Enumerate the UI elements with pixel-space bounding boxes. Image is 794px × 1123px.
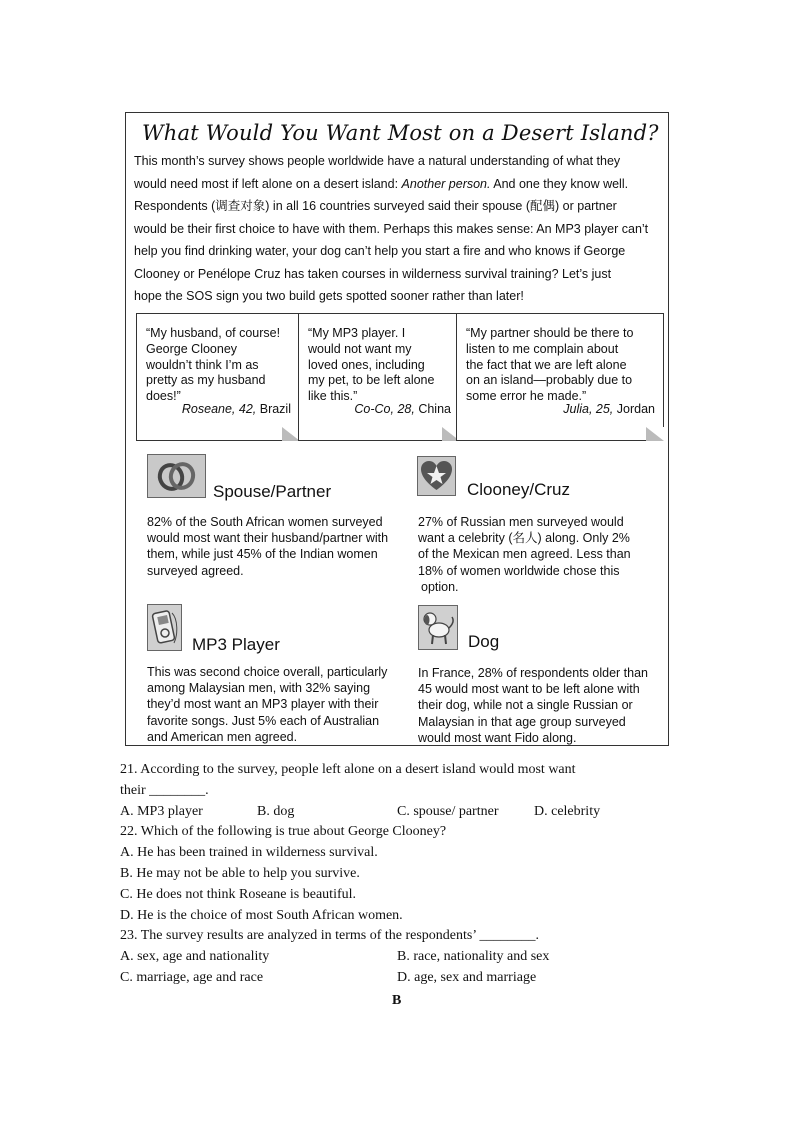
quote-line: would not want my [308,341,412,356]
question-21-stem-continued: their ________. [120,782,209,798]
article-title: What Would You Want Most on a Desert Island? [142,121,659,145]
option-d[interactable]: D. celebrity [534,803,601,819]
description-line: Malaysian in that age group surveyed [418,714,626,729]
description-line: their dog, while not a single Russian or [418,698,633,713]
quote-line: “My partner should be there to [466,326,634,340]
option-b[interactable]: B. He may not be able to help you survive. [120,865,360,881]
category-dog [418,605,668,745]
description-line: 27% of Russian men surveyed would [418,515,624,529]
option-c[interactable]: C. spouse/ partner [397,803,499,819]
description-line: 82% of the South African women surveyed [147,515,383,529]
description-line: of the Mexican men agreed. Less than [418,547,631,562]
quote-attribution [354,402,451,418]
description-line: This was second choice overall, particularly [147,665,388,679]
quote-line: “My MP3 player. I [308,326,406,340]
description-line: favorite songs. Just 5% each of Australian [147,713,380,728]
quote-line: my pet, to be left alone [308,373,435,388]
description-line: them, while just 45% of the Indian women [147,547,378,562]
description-line: would most want their husband/partner with [147,531,389,546]
option-c[interactable]: C. He does not think Roseane is beautiful. [120,886,357,902]
quote-line: like this.” [308,389,358,404]
intro-line: This month’s survey shows people worldwide have a natural understanding of what they [134,154,621,168]
option-d[interactable]: D. He is the choice of most South African women. [120,907,403,923]
quote-line: “My husband, of course! [146,326,281,340]
option-b[interactable]: B. race, nationality and sex [397,949,550,965]
description-line: and American men agreed. [147,729,298,744]
respondent-name: Roseane, 42, [181,402,257,417]
respondent-country: China [418,402,451,417]
category-spouse-partner [147,454,407,584]
intro-line: Clooney or Penélope Cruz has taken courses in wilderness survival training? Let’s just [134,266,612,281]
respondent-country: Jordan [616,402,655,417]
question-21-options [120,802,680,823]
quote-line: does!” [146,389,181,404]
quote-line: some error he made.” [466,389,587,404]
description-line: among Malaysian men, with 32% saying [147,681,371,696]
quote-line: wouldn’t think I’m as [146,357,259,372]
description-line: 45 would most want to be left alone with [418,682,640,697]
question-21-stem: 21. According to the survey, people left alone on a desert island would most want [120,762,576,777]
option-c[interactable]: C. marriage, age and race [120,969,264,985]
question-23-stem: 23. The survey results are analyzed in terms of the respondents’ ________. [120,928,539,944]
mp3-player-icon [147,604,182,651]
category-heading: Clooney/Cruz [467,480,570,499]
quote-line: pretty as my husband [146,373,266,388]
option-b[interactable]: B. dog [257,803,295,819]
category-description [147,664,409,745]
category-clooney-cruz [417,456,667,596]
intro-line [134,173,668,196]
option-d[interactable]: D. age, sex and marriage [397,969,537,985]
intro-text: And one they know well. [490,176,629,191]
quote-card-coco [298,313,460,441]
category-description [418,665,668,746]
respondent-name: Julia, 25, [563,402,614,417]
questions-section [120,760,680,989]
intro-text: would need most if left alone on a desert island: [134,176,402,191]
question-23-options-row1 [120,947,680,968]
question-23-options-row2 [120,968,680,989]
category-heading: Dog [468,632,500,651]
description-line: want a celebrity (名人) along. Only 2% [418,531,630,546]
intro-paragraph [134,150,668,308]
intro-emphasis: Another person. [401,176,491,191]
quote-card-roseane [136,313,300,441]
description-line: 18% of women worldwide chose this [418,563,620,578]
quote-card-julia [456,313,664,441]
description-line: surveyed agreed. [147,563,244,578]
rings-icon [147,454,206,498]
respondent-country: Brazil [259,402,291,417]
heart-star-icon [417,456,456,496]
survey-article [125,112,669,746]
intro-line: would be their first choice to have with them. Perhaps this makes sense: An MP3 player can’t [134,221,649,236]
description-line: they’d most want an MP3 player with their [147,697,379,712]
page-curl-shadow [646,427,664,441]
option-a[interactable]: A. MP3 player [120,803,203,819]
option-a[interactable]: A. sex, age and nationality [120,949,270,965]
respondent-name: Co-Co, 28, [354,402,415,417]
intro-line: Respondents (调查对象) in all 16 countries surveyed said their spouse (配偶) or partner [134,199,617,213]
quote-line: loved ones, including [308,357,425,372]
section-label: B [392,993,402,1008]
dog-icon [418,605,458,650]
quote-line: George Clooney [146,341,238,356]
quote-line: the fact that we are left alone [466,357,627,372]
quote-attribution [563,402,655,418]
option-a[interactable]: A. He has been trained in wilderness survival. [120,845,378,861]
category-description [147,514,409,579]
intro-line: help you find drinking water, your dog can’t help you start a fire and who knows if George [134,244,626,258]
quote-line: listen to me complain about [466,341,619,356]
intro-line: hope the SOS sign you two build gets spotted sooner rather than later! [134,289,524,303]
description-line: option. [421,579,459,594]
quote-attribution [182,402,291,418]
description-line: In France, 28% of respondents older than [418,666,649,680]
quote-line: on an island—probably due to [466,373,633,388]
description-line: would most want Fido along. [418,730,577,745]
category-mp3-player [147,604,409,744]
question-22-stem: 22. Which of the following is true about George Clooney? [120,824,447,840]
category-heading: Spouse/Partner [213,482,332,501]
category-heading: MP3 Player [192,635,280,654]
category-description [418,514,668,595]
